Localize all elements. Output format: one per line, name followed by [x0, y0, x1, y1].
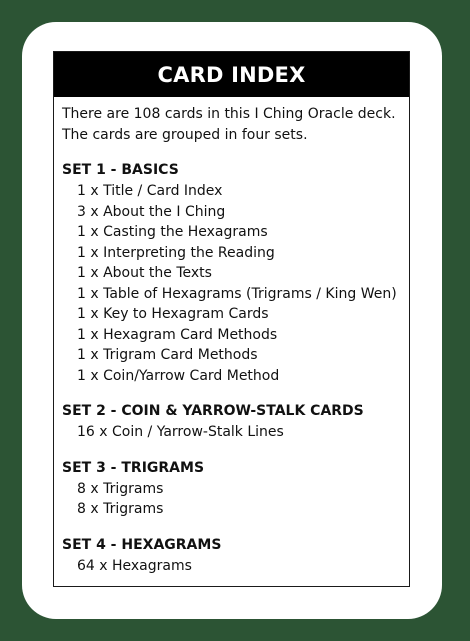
- list-item: 3 x About the I Ching: [77, 203, 226, 220]
- intro-line-1: There are 108 cards in this I Ching Oracle deck.: [62, 106, 396, 122]
- card-content: [54, 97, 409, 576]
- set-title: SET 4 - HEXAGRAMS: [62, 536, 222, 553]
- card-title: CARD INDEX: [54, 52, 409, 97]
- intro-text: [62, 104, 409, 146]
- set-title: SET 3 - TRIGRAMS: [62, 459, 205, 476]
- index-panel: [53, 51, 410, 587]
- set-title: SET 2 - COIN & YARROW-STALK CARDS: [62, 403, 364, 419]
- intro-line-2: The cards are grouped in four sets.: [62, 127, 308, 143]
- list-item: 8 x Trigrams: [77, 501, 164, 517]
- list-item: 1 x Coin/Yarrow Card Method: [77, 367, 280, 384]
- list-item: 1 x Hexagram Card Methods: [77, 326, 278, 343]
- list-item: 8 x Trigrams: [77, 480, 164, 497]
- list-item: 1 x About the Texts: [77, 265, 212, 281]
- set-item-list: [62, 556, 409, 577]
- list-item: 1 x Key to Hexagram Cards: [77, 306, 269, 322]
- set-coin-yarrow: [62, 402, 409, 443]
- list-item: 1 x Casting the Hexagrams: [77, 224, 268, 240]
- list-item: 16 x Coin / Yarrow-Stalk Lines: [77, 424, 284, 440]
- set-basics: [62, 161, 409, 386]
- set-item-list: [62, 422, 409, 443]
- set-item-list: [62, 479, 409, 520]
- list-item: 64 x Hexagrams: [77, 557, 192, 574]
- set-hexagrams: [62, 536, 409, 577]
- list-item: 1 x Trigram Card Methods: [77, 347, 258, 363]
- list-item: 1 x Interpreting the Reading: [77, 244, 275, 261]
- list-item: 1 x Table of Hexagrams (Trigrams / King Wen): [77, 285, 397, 302]
- set-trigrams: [62, 459, 409, 520]
- set-item-list: [62, 181, 409, 386]
- set-title: SET 1 - BASICS: [62, 162, 179, 178]
- index-card: [22, 22, 442, 619]
- list-item: 1 x Title / Card Index: [77, 183, 223, 199]
